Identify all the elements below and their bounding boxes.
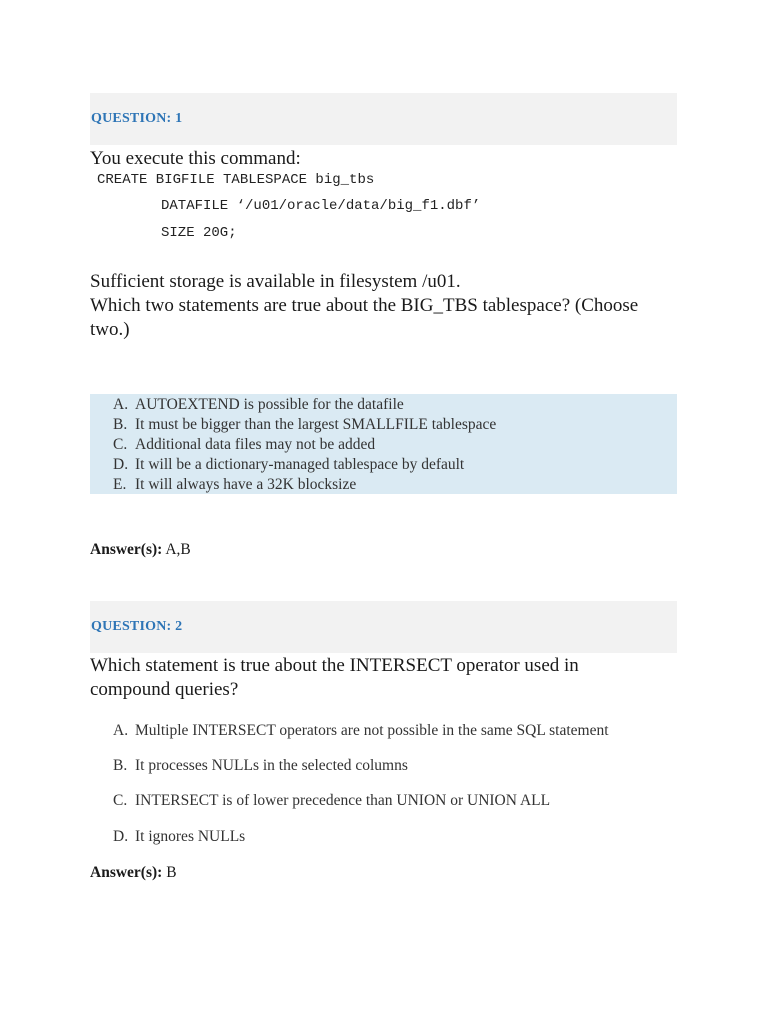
option-letter: E. <box>113 476 127 493</box>
question-2-option-c[interactable] <box>113 792 550 810</box>
option-text: Multiple INTERSECT operators are not possible in the same SQL statement <box>135 722 609 739</box>
option-text: It must be bigger than the largest SMALLFILE tablespace <box>135 416 497 433</box>
question-1-header <box>90 93 677 145</box>
answer-label: Answer(s): <box>90 541 163 558</box>
code-line-2: DATAFILE ‘/u01/oracle/data/big_f1.dbf’ <box>161 198 481 214</box>
answer-label: Answer(s): <box>90 864 163 881</box>
option-letter: D. <box>113 456 129 473</box>
option-letter: A. <box>113 396 129 413</box>
question-1-option-c[interactable] <box>113 436 375 454</box>
question-2-header <box>90 601 677 653</box>
question-2-stem: Which statement is true about the INTERSECT operator used in compound queries? <box>90 655 579 700</box>
question-1-title: QUESTION: 1 <box>91 111 183 126</box>
question-1-stem-line-1: Sufficient storage is available in filesystem /u01. <box>90 271 461 292</box>
code-line-3: SIZE 20G; <box>161 225 237 241</box>
code-line-1: CREATE BIGFILE TABLESPACE big_tbs <box>97 172 375 188</box>
option-text: Additional data files may not be added <box>135 436 376 453</box>
option-letter: A. <box>113 722 129 739</box>
question-1-option-d[interactable] <box>113 456 464 474</box>
question-1-stem-line-2: Which two statements are true about the BIG_TBS tablespace? (Choose two.) <box>90 295 639 340</box>
option-letter: C. <box>113 792 128 809</box>
question-2-option-a[interactable] <box>113 722 609 740</box>
option-text: It will be a dictionary-managed tablespace by default <box>135 456 465 473</box>
question-1-answer <box>90 541 191 559</box>
option-text: INTERSECT is of lower precedence than UNION or UNION ALL <box>135 792 551 809</box>
option-text: It ignores NULLs <box>135 828 246 845</box>
question-1-option-e[interactable] <box>113 476 356 494</box>
question-2-option-d[interactable] <box>113 828 245 846</box>
answer-value: B <box>166 864 177 881</box>
option-letter: B. <box>113 416 128 433</box>
question-2-title: QUESTION: 2 <box>91 619 183 634</box>
question-1-option-b[interactable] <box>113 416 496 434</box>
question-2-answer <box>90 864 177 882</box>
option-letter: D. <box>113 828 129 845</box>
question-2-option-b[interactable] <box>113 757 408 775</box>
option-letter: C. <box>113 436 128 453</box>
answer-value: A,B <box>165 541 191 558</box>
question-1-intro: You execute this command: <box>90 148 301 169</box>
question-1-option-a[interactable] <box>113 396 404 414</box>
option-text: It will always have a 32K blocksize <box>135 476 357 493</box>
option-text: It processes NULLs in the selected columns <box>135 757 408 774</box>
option-text: AUTOEXTEND is possible for the datafile <box>135 396 404 413</box>
option-letter: B. <box>113 757 128 774</box>
